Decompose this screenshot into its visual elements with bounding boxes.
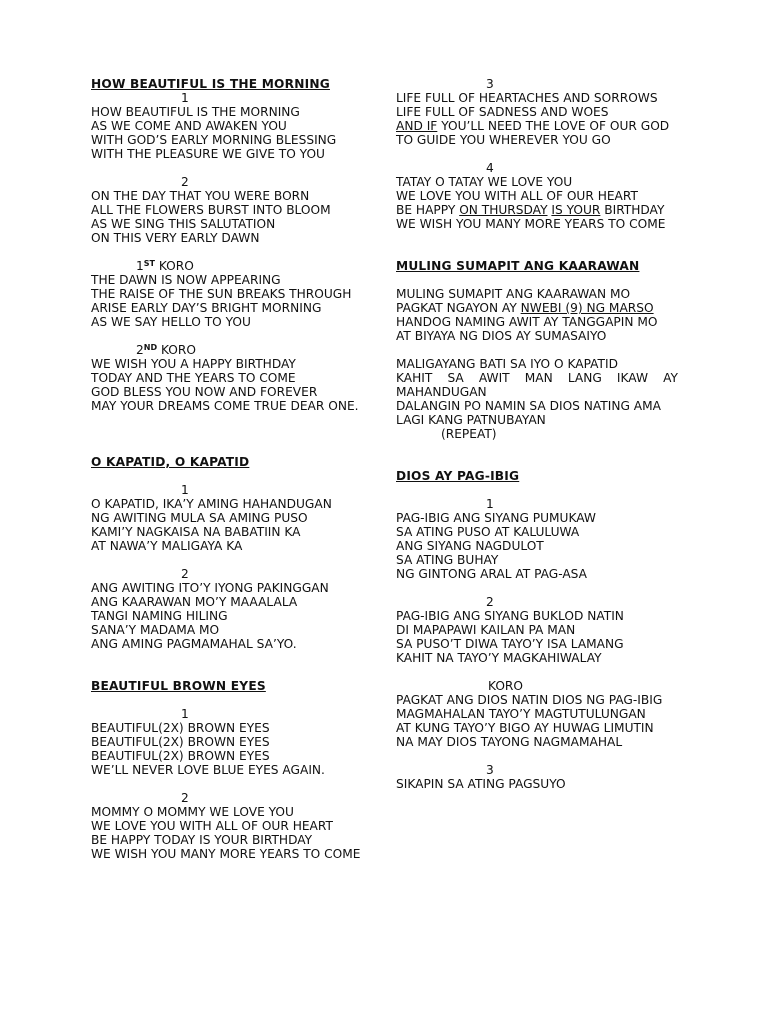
verse-number: 2 <box>181 567 189 581</box>
lyric-line: ANG KAARAWAN MO’Y MAAALALA <box>91 595 298 609</box>
verse-number: 1 <box>181 91 189 105</box>
chorus-heading <box>91 343 373 357</box>
lyric-line: BE HAPPY TODAY IS YOUR BIRTHDAY <box>91 833 313 847</box>
lyric-line: PAGKAT ANG DIOS NATIN DIOS NG PAG-IBIG <box>396 693 663 707</box>
lyric-line: SA ATING PUSO AT KALULUWA <box>396 525 580 539</box>
ordinal-suffix: ND <box>143 343 158 352</box>
lyric-line: ARISE EARLY DAY’S BRIGHT MORNING <box>91 301 322 315</box>
verse-number: 1 <box>181 483 189 497</box>
lyric-line: THE DAWN IS NOW APPEARING <box>91 273 281 287</box>
verse-number: 3 <box>486 77 494 91</box>
lyric-line: MAGMAHALAN TAYO’Y MAGTUTULUNGAN <box>396 707 646 721</box>
song-title: HOW BEAUTIFUL IS THE MORNING <box>91 77 330 91</box>
ordinal-suffix: ST <box>143 259 155 268</box>
lyric-line: AT NAWA’Y MALIGAYA KA <box>91 539 243 553</box>
lyric-line: TANGI NAMING HILING <box>91 609 228 623</box>
lyric-line: AND IF YOU’LL NEED THE LOVE OF OUR GOD <box>396 119 670 133</box>
chorus-label: KORO <box>160 343 196 357</box>
lyric-line: HANDOG NAMING AWIT AY TANGGAPIN MO <box>396 315 658 329</box>
lyric-line: ANG AWITING ITO’Y IYONG PAKINGGAN <box>91 581 329 595</box>
song-title: DIOS AY PAG-IBIG <box>396 469 520 483</box>
lyric-line: MULING SUMAPIT ANG KAARAWAN MO <box>396 287 631 301</box>
lyric-line: ON THE DAY THAT YOU WERE BORN <box>91 189 310 203</box>
lyric-line: GOD BLESS YOU NOW AND FOREVER <box>91 385 318 399</box>
left-column <box>91 77 373 861</box>
lyric-line: SANA’Y MADAMA MO <box>91 623 220 637</box>
lyric-line: AS WE COME AND AWAKEN YOU <box>91 119 287 133</box>
lyric-line: PAG-IBIG ANG SIYANG BUKLOD NATIN <box>396 609 624 623</box>
lyric-line: LIFE FULL OF SADNESS AND WOES <box>396 105 609 119</box>
lyric-line: ANG AMING PAGMAMAHAL SA’YO. <box>91 637 297 651</box>
underlined-text: NWEBI (9) NG MARSO <box>520 301 654 315</box>
lyric-line: PAG-IBIG ANG SIYANG PUMUKAW <box>396 511 596 525</box>
chorus-heading: KORO <box>488 679 523 693</box>
right-column <box>396 77 678 791</box>
lyric-line: LIFE FULL OF HEARTACHES AND SORROWS <box>396 91 658 105</box>
lyric-line: LAGI KANG PATNUBAYAN <box>396 413 546 427</box>
chorus-heading <box>91 259 373 273</box>
lyric-line: AT KUNG TAYO’Y BIGO AY HUWAG LIMUTIN <box>396 721 654 735</box>
lyric-line: NG AWITING MULA SA AMING PUSO <box>91 511 308 525</box>
chorus-label: KORO <box>158 259 194 273</box>
lyric-line: MOMMY O MOMMY WE LOVE YOU <box>91 805 294 819</box>
verse-number: 1 <box>486 497 494 511</box>
verse-number: 2 <box>181 791 189 805</box>
lyric-line: WE LOVE YOU WITH ALL OF OUR HEART <box>91 819 333 833</box>
chorus-number: 1 <box>136 259 144 273</box>
song-title: BEAUTIFUL BROWN EYES <box>91 679 266 693</box>
song-title: O KAPATID, O KAPATID <box>91 455 250 469</box>
lyric-line: WITH GOD’S EARLY MORNING BLESSING <box>91 133 337 147</box>
lyric-line: NG GINTONG ARAL AT PAG-ASA <box>396 567 587 581</box>
lyric-line: KAMI’Y NAGKAISA NA BABATIIN KA <box>91 525 301 539</box>
lyric-line: PAGKAT NGAYON AY NWEBI (9) NG MARSO <box>396 301 654 315</box>
verse-number: 2 <box>486 595 494 609</box>
lyric-line: SIKAPIN SA ATING PAGSUYO <box>396 777 566 791</box>
song-title: MULING SUMAPIT ANG KAARAWAN <box>396 259 640 273</box>
underlined-text: IS YOUR <box>551 203 601 217</box>
lyric-line: NA MAY DIOS TAYONG NAGMAMAHAL <box>396 735 623 749</box>
lyric-line: AT BIYAYA NG DIOS AY SUMASAIYO <box>396 329 607 343</box>
lyric-line: WE WISH YOU MANY MORE YEARS TO COME <box>396 217 666 231</box>
lyric-line: O KAPATID, IKA’Y AMING HAHANDUGAN <box>91 497 332 511</box>
lyric-line: TODAY AND THE YEARS TO COME <box>91 371 296 385</box>
lyric-line: KAHIT SA AWIT MAN LANG IKAW AY MAHANDUGAN <box>396 371 678 399</box>
lyric-line: WE WISH YOU A HAPPY BIRTHDAY <box>91 357 296 371</box>
lyric-line: WE LOVE YOU WITH ALL OF OUR HEART <box>396 189 638 203</box>
lyric-line: ALL THE FLOWERS BURST INTO BLOOM <box>91 203 331 217</box>
verse-number: 4 <box>486 161 494 175</box>
lyric-line: ON THIS VERY EARLY DAWN <box>91 231 260 245</box>
lyric-line: BEAUTIFUL(2X) BROWN EYES <box>91 735 270 749</box>
lyric-line: AS WE SING THIS SALUTATION <box>91 217 276 231</box>
lyric-line: MALIGAYANG BATI SA IYO O KAPATID <box>396 357 618 371</box>
lyric-line: BEAUTIFUL(2X) BROWN EYES <box>91 721 270 735</box>
lyric-line: SA ATING BUHAY <box>396 553 499 567</box>
repeat-note: (REPEAT) <box>441 427 497 441</box>
lyric-line: TO GUIDE YOU WHEREVER YOU GO <box>396 133 611 147</box>
lyric-line: KAHIT NA TAYO’Y MAGKAHIWALAY <box>396 651 602 665</box>
verse-number: 2 <box>181 175 189 189</box>
lyric-line: DALANGIN PO NAMIN SA DIOS NATING AMA <box>396 399 661 413</box>
lyric-line: SA PUSO’T DIWA TAYO’Y ISA LAMANG <box>396 637 624 651</box>
lyric-line: AS WE SAY HELLO TO YOU <box>91 315 251 329</box>
lyric-line: BE HAPPY ON THURSDAY IS YOUR BIRTHDAY <box>396 203 665 217</box>
lyric-line: DI MAPAPAWI KAILAN PA MAN <box>396 623 576 637</box>
chorus-number: 2 <box>136 343 144 357</box>
lyric-line: WE’LL NEVER LOVE BLUE EYES AGAIN. <box>91 763 325 777</box>
lyric-line: MAY YOUR DREAMS COME TRUE DEAR ONE. <box>91 399 359 413</box>
verse-number: 1 <box>181 707 189 721</box>
underlined-text: ON THURSDAY <box>459 203 548 217</box>
lyric-line: TATAY O TATAY WE LOVE YOU <box>396 175 573 189</box>
underlined-text: AND IF <box>396 119 438 133</box>
lyric-line: HOW BEAUTIFUL IS THE MORNING <box>91 105 300 119</box>
verse-number: 3 <box>486 763 494 777</box>
lyric-line: THE RAISE OF THE SUN BREAKS THROUGH <box>91 287 352 301</box>
lyric-line: ANG SIYANG NAGDULOT <box>396 539 544 553</box>
lyric-line: BEAUTIFUL(2X) BROWN EYES <box>91 749 270 763</box>
lyric-line: WE WISH YOU MANY MORE YEARS TO COME <box>91 847 361 861</box>
lyric-line: WITH THE PLEASURE WE GIVE TO YOU <box>91 147 325 161</box>
